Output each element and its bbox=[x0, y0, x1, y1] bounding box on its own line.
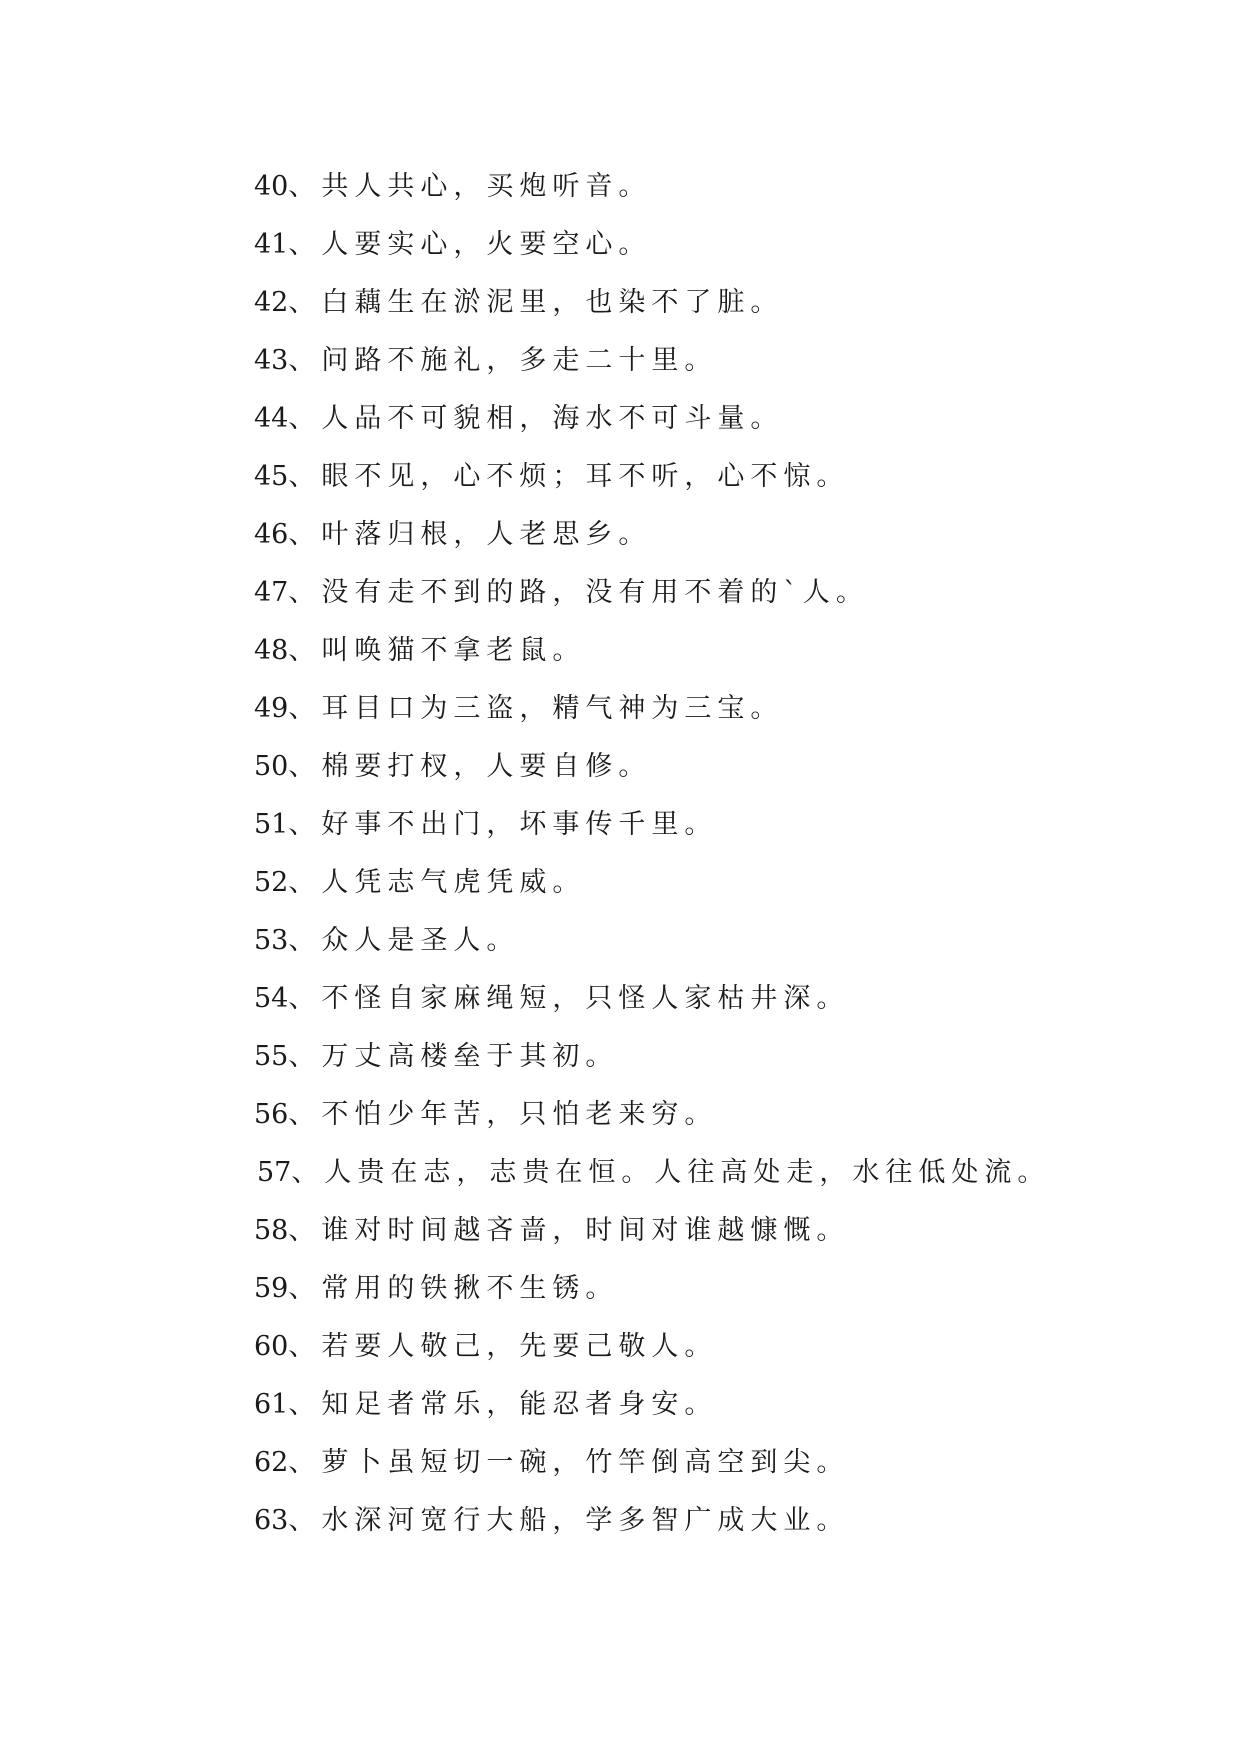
item-number: 56 bbox=[254, 1099, 289, 1130]
item-number: 59 bbox=[254, 1273, 289, 1304]
item-text: 、谁对时间越吝啬，时间对谁越慷慨。 bbox=[288, 1215, 850, 1246]
item-number: 42 bbox=[254, 287, 289, 318]
item-number: 58 bbox=[254, 1215, 289, 1246]
item-number: 54 bbox=[254, 983, 289, 1014]
list-item bbox=[254, 1318, 1154, 1376]
item-text: 、人贵在志，志贵在恒。人往高处走，水往低处流。 bbox=[291, 1157, 1051, 1188]
item-number: 40 bbox=[254, 171, 289, 202]
item-text: 、不怕少年苦，只怕老来穷。 bbox=[288, 1099, 718, 1130]
list-item bbox=[254, 1260, 1154, 1318]
list-item bbox=[254, 564, 1154, 622]
item-text: 、知足者常乐，能忍者身安。 bbox=[288, 1389, 718, 1420]
list-item bbox=[254, 970, 1154, 1028]
item-number: 49 bbox=[254, 693, 289, 724]
list-item bbox=[254, 448, 1154, 506]
item-number: 62 bbox=[254, 1447, 289, 1478]
item-number: 43 bbox=[254, 345, 289, 376]
item-number: 55 bbox=[254, 1041, 289, 1072]
item-number: 51 bbox=[254, 809, 289, 840]
item-number: 52 bbox=[254, 867, 289, 898]
item-number: 63 bbox=[254, 1505, 289, 1536]
list-item bbox=[254, 506, 1154, 564]
list-item bbox=[254, 1086, 1154, 1144]
item-text: 、耳目口为三盗，精气神为三宝。 bbox=[288, 693, 784, 724]
item-number: 61 bbox=[254, 1389, 289, 1420]
list-item bbox=[254, 1434, 1154, 1492]
list-item bbox=[254, 912, 1154, 970]
item-text: 、常用的铁揪不生锈。 bbox=[288, 1273, 619, 1304]
list-item bbox=[254, 796, 1154, 854]
item-text: 、万丈高楼垒于其初。 bbox=[288, 1041, 619, 1072]
list-item bbox=[254, 1202, 1154, 1260]
list-item bbox=[254, 680, 1154, 738]
list-item bbox=[254, 1144, 1154, 1202]
item-number: 48 bbox=[254, 635, 289, 666]
item-text: 、人品不可貌相，海水不可斗量。 bbox=[288, 403, 784, 434]
proverb-list bbox=[254, 158, 1154, 1550]
list-item bbox=[254, 854, 1154, 912]
item-text: 、人要实心，火要空心。 bbox=[288, 229, 652, 260]
item-text: 、棉要打杈，人要自修。 bbox=[288, 751, 652, 782]
list-item bbox=[254, 1492, 1154, 1550]
list-item bbox=[254, 158, 1154, 216]
item-number: 53 bbox=[254, 925, 289, 956]
item-text: 、萝卜虽短切一碗，竹竿倒高空到尖。 bbox=[288, 1447, 850, 1478]
list-item bbox=[254, 216, 1154, 274]
list-item bbox=[254, 332, 1154, 390]
list-item bbox=[254, 274, 1154, 332]
list-item bbox=[254, 738, 1154, 796]
item-text: 、人凭志气虎凭威。 bbox=[288, 867, 586, 898]
item-number: 45 bbox=[254, 461, 289, 492]
item-number: 57 bbox=[257, 1157, 292, 1188]
item-text: 、叶落归根，人老思乡。 bbox=[288, 519, 652, 550]
item-number: 50 bbox=[254, 751, 289, 782]
item-number: 41 bbox=[254, 229, 289, 260]
item-text: 、共人共心，买炮听音。 bbox=[288, 171, 652, 202]
item-number: 44 bbox=[254, 403, 289, 434]
item-text: 、叫唤猫不拿老鼠。 bbox=[288, 635, 586, 666]
item-text: 、眼不见，心不烦；耳不听，心不惊。 bbox=[288, 461, 850, 492]
item-number: 47 bbox=[254, 577, 289, 608]
item-text: 、不怪自家麻绳短，只怪人家枯井深。 bbox=[288, 983, 850, 1014]
item-text: 、白藕生在淤泥里，也染不了脏。 bbox=[288, 287, 784, 318]
item-number: 60 bbox=[254, 1331, 289, 1362]
item-text: 、问路不施礼，多走二十里。 bbox=[288, 345, 718, 376]
list-item bbox=[254, 1028, 1154, 1086]
item-number: 46 bbox=[254, 519, 289, 550]
item-text: 、水深河宽行大船，学多智广成大业。 bbox=[288, 1505, 850, 1536]
item-text: 、好事不出门，坏事传千里。 bbox=[288, 809, 718, 840]
item-text: 、没有走不到的路，没有用不着的`人。 bbox=[288, 577, 869, 608]
item-text: 、众人是圣人。 bbox=[288, 925, 520, 956]
list-item bbox=[254, 622, 1154, 680]
list-item bbox=[254, 1376, 1154, 1434]
list-item bbox=[254, 390, 1154, 448]
item-text: 、若要人敬己，先要己敬人。 bbox=[288, 1331, 718, 1362]
